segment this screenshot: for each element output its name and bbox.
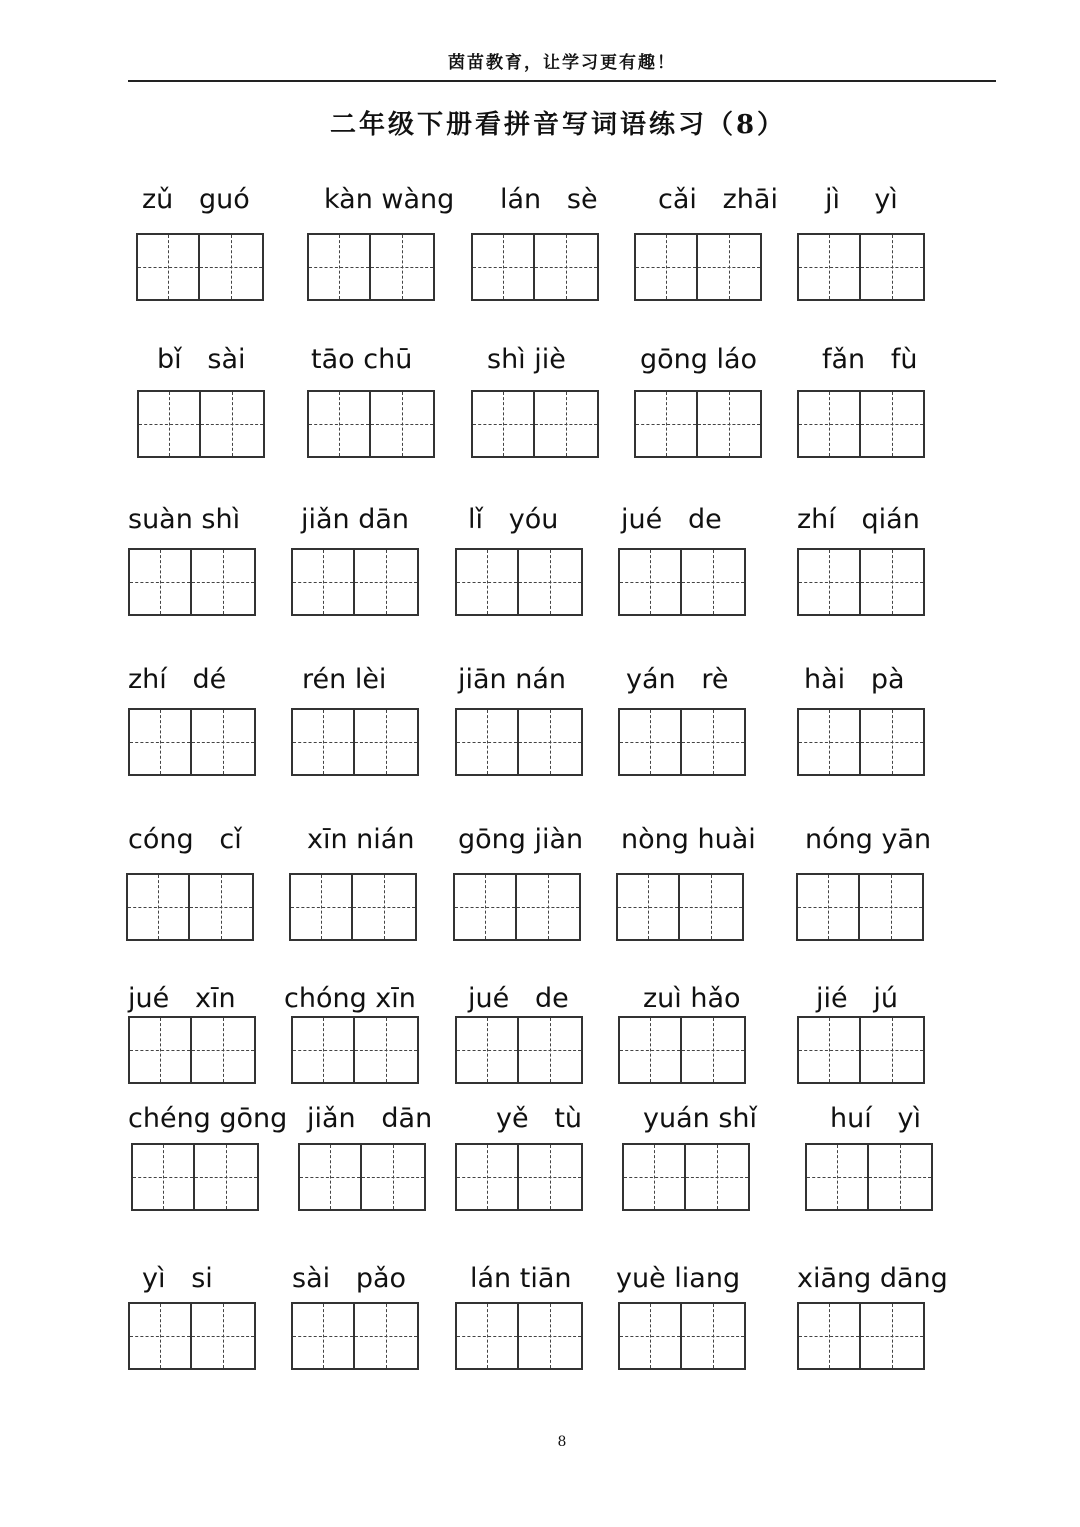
horizontal-guide-line: [869, 1177, 931, 1178]
character-cell[interactable]: [139, 392, 201, 456]
character-cell[interactable]: [133, 1145, 195, 1209]
horizontal-guide-line: [355, 582, 417, 583]
writing-grid[interactable]: [618, 1302, 746, 1370]
character-cell[interactable]: [682, 1304, 744, 1368]
horizontal-guide-line: [192, 1050, 254, 1051]
horizontal-guide-line: [636, 267, 696, 268]
writing-grid[interactable]: [128, 1016, 256, 1084]
character-cell[interactable]: [519, 1304, 581, 1368]
character-cell[interactable]: [138, 235, 200, 299]
writing-grid[interactable]: [618, 1016, 746, 1084]
writing-grid[interactable]: [291, 548, 419, 616]
character-cell[interactable]: [355, 550, 417, 614]
horizontal-guide-line: [457, 1050, 517, 1051]
character-cell[interactable]: [192, 1018, 254, 1082]
character-cell[interactable]: [353, 875, 415, 939]
writing-grid[interactable]: [471, 390, 599, 458]
writing-grid[interactable]: [131, 1143, 259, 1211]
pinyin-label: bǐ sài: [157, 344, 246, 375]
horizontal-guide-line: [698, 424, 760, 425]
pinyin-label: zhí dé: [128, 664, 227, 695]
writing-grid[interactable]: [307, 233, 435, 301]
character-cell[interactable]: [860, 875, 922, 939]
horizontal-guide-line: [473, 424, 533, 425]
pinyin-label: yì si: [142, 1263, 213, 1294]
writing-grid[interactable]: [797, 548, 925, 616]
pinyin-label: chóng xīn: [284, 983, 416, 1014]
character-cell[interactable]: [869, 1145, 931, 1209]
writing-grid[interactable]: [797, 1302, 925, 1370]
horizontal-guide-line: [620, 1050, 680, 1051]
pinyin-label: tāo chū: [311, 344, 413, 375]
character-cell[interactable]: [371, 235, 433, 299]
horizontal-guide-line: [192, 582, 254, 583]
pinyin-label: shì jiè: [487, 344, 566, 375]
character-cell[interactable]: [519, 1018, 581, 1082]
pinyin-label: chéng gōng: [128, 1103, 288, 1134]
character-cell[interactable]: [861, 392, 923, 456]
horizontal-guide-line: [860, 907, 922, 908]
pinyin-label: nóng yān: [805, 824, 932, 855]
header-slogan: 茵苗教育，让学习更有趣！: [448, 53, 676, 73]
horizontal-guide-line: [861, 742, 923, 743]
character-cell[interactable]: [682, 1018, 744, 1082]
page-title: 二年级下册看拼音写词语练习（8）: [329, 110, 787, 140]
character-cell[interactable]: [861, 1304, 923, 1368]
horizontal-guide-line: [799, 582, 859, 583]
horizontal-guide-line: [457, 1336, 517, 1337]
character-cell[interactable]: [192, 1304, 254, 1368]
horizontal-guide-line: [355, 1050, 417, 1051]
character-cell[interactable]: [636, 392, 698, 456]
pinyin-label: gōng jiàn: [458, 824, 584, 855]
horizontal-guide-line: [535, 267, 597, 268]
horizontal-guide-line: [680, 907, 742, 908]
horizontal-guide-line: [624, 1177, 684, 1178]
horizontal-guide-line: [861, 267, 923, 268]
horizontal-guide-line: [200, 267, 262, 268]
horizontal-guide-line: [190, 907, 252, 908]
character-cell[interactable]: [192, 550, 254, 614]
writing-grid[interactable]: [136, 233, 264, 301]
character-cell[interactable]: [620, 550, 682, 614]
character-cell[interactable]: [457, 1304, 519, 1368]
horizontal-guide-line: [362, 1177, 424, 1178]
pinyin-label: lǐ yóu: [468, 504, 559, 535]
header-divider: [128, 80, 996, 82]
horizontal-guide-line: [798, 907, 858, 908]
character-cell[interactable]: [620, 1304, 682, 1368]
horizontal-guide-line: [799, 424, 859, 425]
character-cell[interactable]: [457, 710, 519, 774]
horizontal-guide-line: [861, 424, 923, 425]
horizontal-guide-line: [455, 907, 515, 908]
pinyin-label: fǎn fù: [822, 344, 918, 375]
writing-grid[interactable]: [455, 1016, 583, 1084]
horizontal-guide-line: [293, 1050, 353, 1051]
writing-grid[interactable]: [618, 548, 746, 616]
pinyin-label: rén lèi: [302, 664, 387, 695]
writing-grid[interactable]: [126, 873, 254, 941]
character-cell[interactable]: [519, 1145, 581, 1209]
character-cell[interactable]: [200, 235, 262, 299]
writing-grid[interactable]: [634, 390, 762, 458]
writing-grid[interactable]: [616, 873, 744, 941]
page-number: 8: [557, 1434, 567, 1450]
pinyin-label: jì yì: [825, 184, 898, 215]
pinyin-label: jiān nán: [458, 664, 567, 695]
horizontal-guide-line: [192, 1336, 254, 1337]
horizontal-guide-line: [519, 1050, 581, 1051]
pinyin-label: kàn wàng: [324, 184, 455, 215]
horizontal-guide-line: [636, 424, 696, 425]
pinyin-label: zhí qián: [797, 504, 920, 535]
writing-grid[interactable]: [797, 1016, 925, 1084]
character-cell[interactable]: [355, 710, 417, 774]
character-cell[interactable]: [698, 235, 760, 299]
pinyin-label: lán tiān: [470, 1263, 572, 1294]
horizontal-guide-line: [139, 424, 199, 425]
character-cell[interactable]: [309, 235, 371, 299]
character-cell[interactable]: [293, 550, 355, 614]
writing-grid[interactable]: [307, 390, 435, 458]
character-cell[interactable]: [535, 235, 597, 299]
pinyin-label: yuè liang: [616, 1263, 741, 1294]
horizontal-guide-line: [535, 424, 597, 425]
horizontal-guide-line: [130, 742, 190, 743]
pinyin-label: xiāng dāng: [797, 1263, 948, 1294]
horizontal-guide-line: [353, 907, 415, 908]
pinyin-label: jué de: [468, 983, 569, 1014]
character-cell[interactable]: [682, 710, 744, 774]
horizontal-guide-line: [371, 267, 433, 268]
writing-grid[interactable]: [797, 390, 925, 458]
character-cell[interactable]: [300, 1145, 362, 1209]
writing-grid[interactable]: [137, 390, 265, 458]
pinyin-label: hài pà: [804, 664, 905, 695]
character-cell[interactable]: [195, 1145, 257, 1209]
pinyin-label: xīn nián: [307, 824, 415, 855]
horizontal-guide-line: [620, 582, 680, 583]
character-cell[interactable]: [799, 550, 861, 614]
character-cell[interactable]: [680, 875, 742, 939]
character-cell[interactable]: [799, 710, 861, 774]
horizontal-guide-line: [519, 1177, 581, 1178]
horizontal-guide-line: [192, 742, 254, 743]
writing-grid[interactable]: [455, 548, 583, 616]
writing-grid[interactable]: [128, 708, 256, 776]
horizontal-guide-line: [620, 742, 680, 743]
horizontal-guide-line: [517, 907, 579, 908]
horizontal-guide-line: [130, 1050, 190, 1051]
writing-grid[interactable]: [796, 873, 924, 941]
pinyin-label: zǔ guó: [142, 184, 250, 215]
character-cell[interactable]: [473, 235, 535, 299]
horizontal-guide-line: [519, 742, 581, 743]
character-cell[interactable]: [807, 1145, 869, 1209]
pinyin-label: jiǎn dān: [307, 1103, 433, 1134]
character-cell[interactable]: [457, 1018, 519, 1082]
character-cell[interactable]: [371, 392, 433, 456]
character-cell[interactable]: [620, 1018, 682, 1082]
character-cell[interactable]: [517, 875, 579, 939]
pinyin-label: nòng huài: [621, 824, 756, 855]
pinyin-label: gōng láo: [640, 344, 758, 375]
writing-grid[interactable]: [618, 708, 746, 776]
writing-grid[interactable]: [291, 1302, 419, 1370]
horizontal-guide-line: [698, 267, 760, 268]
pinyin-label: lán sè: [500, 184, 598, 215]
horizontal-guide-line: [861, 582, 923, 583]
horizontal-guide-line: [682, 582, 744, 583]
character-cell[interactable]: [130, 1304, 192, 1368]
writing-grid[interactable]: [622, 1143, 750, 1211]
character-cell[interactable]: [686, 1145, 748, 1209]
horizontal-guide-line: [861, 1050, 923, 1051]
writing-grid[interactable]: [128, 548, 256, 616]
character-cell[interactable]: [799, 1304, 861, 1368]
character-cell[interactable]: [291, 875, 353, 939]
character-cell[interactable]: [128, 875, 190, 939]
character-cell[interactable]: [618, 875, 680, 939]
character-cell[interactable]: [698, 392, 760, 456]
writing-grid[interactable]: [298, 1143, 426, 1211]
character-cell[interactable]: [473, 392, 535, 456]
horizontal-guide-line: [195, 1177, 257, 1178]
character-cell[interactable]: [130, 710, 192, 774]
pinyin-label: jué xīn: [128, 983, 236, 1014]
character-cell[interactable]: [799, 1018, 861, 1082]
character-cell[interactable]: [799, 235, 861, 299]
horizontal-guide-line: [201, 424, 263, 425]
horizontal-guide-line: [309, 267, 369, 268]
character-cell[interactable]: [293, 1018, 355, 1082]
pinyin-label: cóng cǐ: [128, 824, 242, 855]
horizontal-guide-line: [682, 742, 744, 743]
horizontal-guide-line: [133, 1177, 193, 1178]
character-cell[interactable]: [636, 235, 698, 299]
character-cell[interactable]: [861, 1018, 923, 1082]
horizontal-guide-line: [300, 1177, 360, 1178]
writing-grid[interactable]: [455, 1302, 583, 1370]
pinyin-label: yán rè: [626, 664, 729, 695]
character-cell[interactable]: [682, 550, 744, 614]
pinyin-label: jiǎn dān: [301, 504, 410, 535]
character-cell[interactable]: [455, 875, 517, 939]
character-cell[interactable]: [620, 710, 682, 774]
horizontal-guide-line: [519, 1336, 581, 1337]
writing-grid[interactable]: [291, 1016, 419, 1084]
character-cell[interactable]: [130, 550, 192, 614]
pinyin-label: jié jú: [816, 983, 898, 1014]
horizontal-guide-line: [861, 1336, 923, 1337]
horizontal-guide-line: [371, 424, 433, 425]
character-cell[interactable]: [192, 710, 254, 774]
horizontal-guide-line: [457, 742, 517, 743]
writing-grid[interactable]: [128, 1302, 256, 1370]
pinyin-label: huí yì: [830, 1103, 921, 1134]
horizontal-guide-line: [293, 1336, 353, 1337]
character-cell[interactable]: [201, 392, 263, 456]
writing-grid[interactable]: [453, 873, 581, 941]
writing-grid[interactable]: [805, 1143, 933, 1211]
horizontal-guide-line: [457, 1177, 517, 1178]
horizontal-guide-line: [291, 907, 351, 908]
horizontal-guide-line: [309, 424, 369, 425]
horizontal-guide-line: [519, 582, 581, 583]
horizontal-guide-line: [807, 1177, 867, 1178]
character-cell[interactable]: [355, 1304, 417, 1368]
character-cell[interactable]: [624, 1145, 686, 1209]
character-cell[interactable]: [861, 710, 923, 774]
writing-grid[interactable]: [291, 708, 419, 776]
writing-grid[interactable]: [455, 1143, 583, 1211]
horizontal-guide-line: [686, 1177, 748, 1178]
horizontal-guide-line: [355, 1336, 417, 1337]
character-cell[interactable]: [861, 235, 923, 299]
character-cell[interactable]: [362, 1145, 424, 1209]
pinyin-label: sài pǎo: [292, 1263, 407, 1294]
writing-grid[interactable]: [289, 873, 417, 941]
writing-grid[interactable]: [797, 708, 925, 776]
horizontal-guide-line: [473, 267, 533, 268]
character-cell[interactable]: [799, 392, 861, 456]
writing-grid[interactable]: [797, 233, 925, 301]
pinyin-label: jué de: [621, 504, 722, 535]
horizontal-guide-line: [682, 1050, 744, 1051]
character-cell[interactable]: [519, 550, 581, 614]
horizontal-guide-line: [293, 582, 353, 583]
horizontal-guide-line: [682, 1336, 744, 1337]
horizontal-guide-line: [799, 742, 859, 743]
horizontal-guide-line: [293, 742, 353, 743]
writing-grid[interactable]: [455, 708, 583, 776]
character-cell[interactable]: [130, 1018, 192, 1082]
pinyin-label: suàn shì: [128, 504, 241, 535]
writing-grid[interactable]: [471, 233, 599, 301]
character-cell[interactable]: [861, 550, 923, 614]
character-cell[interactable]: [355, 1018, 417, 1082]
character-cell[interactable]: [457, 550, 519, 614]
character-cell[interactable]: [293, 710, 355, 774]
character-cell[interactable]: [798, 875, 860, 939]
horizontal-guide-line: [130, 1336, 190, 1337]
pinyin-label: yuán shǐ: [643, 1103, 758, 1134]
horizontal-guide-line: [620, 1336, 680, 1337]
character-cell[interactable]: [190, 875, 252, 939]
horizontal-guide-line: [130, 582, 190, 583]
horizontal-guide-line: [128, 907, 188, 908]
pinyin-label: cǎi zhāi: [658, 184, 778, 215]
horizontal-guide-line: [799, 1050, 859, 1051]
horizontal-guide-line: [799, 1336, 859, 1337]
character-cell[interactable]: [535, 392, 597, 456]
horizontal-guide-line: [618, 907, 678, 908]
horizontal-guide-line: [457, 582, 517, 583]
writing-grid[interactable]: [634, 233, 762, 301]
horizontal-guide-line: [355, 742, 417, 743]
character-cell[interactable]: [519, 710, 581, 774]
pinyin-label: zuì hǎo: [643, 983, 741, 1014]
horizontal-guide-line: [799, 267, 859, 268]
character-cell[interactable]: [293, 1304, 355, 1368]
character-cell[interactable]: [309, 392, 371, 456]
pinyin-label: yě tù: [496, 1103, 583, 1134]
character-cell[interactable]: [457, 1145, 519, 1209]
horizontal-guide-line: [138, 267, 198, 268]
